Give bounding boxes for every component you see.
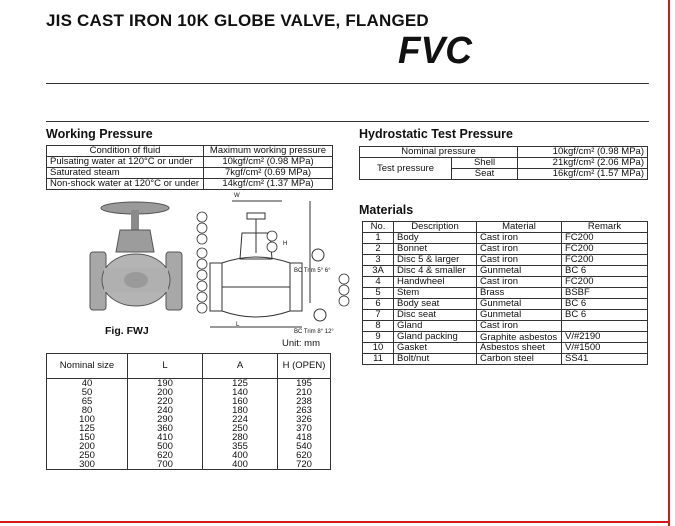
mat-cell: Bonnet xyxy=(394,244,477,255)
mat-cell: BC 6 xyxy=(562,266,648,277)
dim-cell: 125 xyxy=(47,424,128,433)
dim-header-size: Nominal size xyxy=(47,354,128,379)
unit-label: Unit: mm xyxy=(282,338,320,349)
wp-header-condition: Condition of fluid xyxy=(47,146,204,157)
dim-cell: 200 xyxy=(47,442,128,451)
dim-cell: 240 xyxy=(128,406,203,415)
dim-cell: 100 xyxy=(47,415,128,424)
dim-cell: 418 xyxy=(278,433,331,442)
hydrostatic-table xyxy=(359,146,648,180)
dim-cell: 250 xyxy=(47,451,128,460)
dim-l-label: L xyxy=(236,322,240,328)
dim-header-a: A xyxy=(203,354,278,379)
valve-photo xyxy=(82,200,192,320)
dim-header-h: H (OPEN) xyxy=(278,354,331,379)
mat-cell: 6 xyxy=(363,299,394,310)
mat-cell: 2 xyxy=(363,244,394,255)
mat-cell: 9 xyxy=(363,332,394,343)
wp-cell: Pulsating water at 120°C or under xyxy=(47,157,204,168)
mat-header-no: No. xyxy=(363,222,394,233)
frame-border-bottom xyxy=(0,521,670,523)
brand-logo-text: FVC xyxy=(398,32,473,68)
mat-cell: BSBF xyxy=(562,288,648,299)
hyd-seat-label: Seat xyxy=(452,169,518,180)
dim-cell: 238 xyxy=(278,397,331,406)
dim-cell: 150 xyxy=(47,433,128,442)
hyd-seat-value: 16kgf/cm² (1.57 MPa) xyxy=(518,169,648,180)
dim-cell: 50 xyxy=(47,388,128,397)
frame-border-right xyxy=(668,0,670,526)
dim-cell: 220 xyxy=(128,397,203,406)
mat-cell: Cast iron xyxy=(477,255,562,266)
mat-cell: Handwheel xyxy=(394,277,477,288)
section-rule xyxy=(46,121,649,122)
working-pressure-table xyxy=(46,145,333,190)
dim-cell: 250 xyxy=(203,424,278,433)
mat-cell: Cast iron xyxy=(477,244,562,255)
dim-w-label: W xyxy=(234,193,240,199)
mat-cell: FC200 xyxy=(562,277,648,288)
dim-cell: 500 xyxy=(128,442,203,451)
dim-cell: 700 xyxy=(128,460,203,470)
mat-cell: SS41 xyxy=(562,354,648,365)
figure-caption: Fig. FWJ xyxy=(105,325,149,337)
mat-cell: Disc 5 & larger xyxy=(394,255,477,266)
dim-cell: 360 xyxy=(128,424,203,433)
mat-cell: V/#1500 xyxy=(562,343,648,354)
mat-cell: BC 6 xyxy=(562,310,648,321)
mat-cell: Cast iron xyxy=(477,321,562,332)
mat-cell: Gunmetal xyxy=(477,299,562,310)
mat-cell: Disc seat xyxy=(394,310,477,321)
dim-cell: 160 xyxy=(203,397,278,406)
brand-logo xyxy=(396,32,474,68)
dim-cell: 720 xyxy=(278,460,331,470)
mat-cell: Graphite asbestos xyxy=(477,332,562,343)
wp-cell: 14kgf/cm² (1.37 MPa) xyxy=(204,179,333,190)
mat-header-material: Material xyxy=(477,222,562,233)
mat-cell: 8 xyxy=(363,321,394,332)
dimensions-table xyxy=(46,353,331,470)
mat-cell: 7 xyxy=(363,310,394,321)
hyd-nominal-label: Nominal pressure xyxy=(360,147,518,158)
dim-cell: 125 xyxy=(203,379,278,389)
mat-cell: 10 xyxy=(363,343,394,354)
materials-table xyxy=(362,221,648,365)
mat-cell: Cast iron xyxy=(477,233,562,244)
mat-cell: Gunmetal xyxy=(477,310,562,321)
dim-cell: 200 xyxy=(128,388,203,397)
wp-cell: 7kgf/cm² (0.69 MPa) xyxy=(204,168,333,179)
trim-top-label: BC Trim 5° 6° xyxy=(294,268,331,274)
mat-cell: 11 xyxy=(363,354,394,365)
mat-cell: 5 xyxy=(363,288,394,299)
dim-cell: 410 xyxy=(128,433,203,442)
trim-bottom-label: BC Trim 8° 12° xyxy=(294,329,334,335)
mat-cell: Carbon steel xyxy=(477,354,562,365)
mat-cell: Cast iron xyxy=(477,277,562,288)
dim-cell: 140 xyxy=(203,388,278,397)
dim-cell: 210 xyxy=(278,388,331,397)
dim-cell: 180 xyxy=(203,406,278,415)
mat-cell: Gunmetal xyxy=(477,266,562,277)
mat-cell: Gasket xyxy=(394,343,477,354)
mat-cell: Body seat xyxy=(394,299,477,310)
mat-cell: Gland packing xyxy=(394,332,477,343)
wp-cell: 10kgf/cm² (0.98 MPa) xyxy=(204,157,333,168)
mat-cell: Brass xyxy=(477,288,562,299)
dim-cell: 400 xyxy=(203,460,278,470)
mat-cell: Gland xyxy=(394,321,477,332)
dim-cell: 540 xyxy=(278,442,331,451)
wp-cell: Non-shock water at 120°C or under xyxy=(47,179,204,190)
hyd-shell-label: Shell xyxy=(452,158,518,169)
mat-cell: FC200 xyxy=(562,255,648,266)
mat-header-remark: Remark xyxy=(562,222,648,233)
dim-header-l: L xyxy=(128,354,203,379)
dim-cell: 400 xyxy=(203,451,278,460)
dim-cell: 195 xyxy=(278,379,331,389)
mat-cell: Body xyxy=(394,233,477,244)
dim-cell: 290 xyxy=(128,415,203,424)
mat-cell: FC200 xyxy=(562,244,648,255)
mat-cell: 1 xyxy=(363,233,394,244)
mat-cell: V/#2190 xyxy=(562,332,648,343)
page-title: JIS CAST IRON 10K GLOBE VALVE, FLANGED xyxy=(46,11,429,30)
dim-h-label: H xyxy=(283,241,288,247)
dim-cell: 620 xyxy=(128,451,203,460)
mat-cell: Disc 4 & smaller xyxy=(394,266,477,277)
mat-cell: 4 xyxy=(363,277,394,288)
hyd-test-label: Test pressure xyxy=(360,158,452,180)
mat-cell: BC 6 xyxy=(562,299,648,310)
dim-cell: 224 xyxy=(203,415,278,424)
dim-cell: 620 xyxy=(278,451,331,460)
hyd-nominal-value: 10kgf/cm² (0.98 MPa) xyxy=(518,147,648,158)
dim-cell: 263 xyxy=(278,406,331,415)
dim-cell: 326 xyxy=(278,415,331,424)
mat-cell: Bolt/nut xyxy=(394,354,477,365)
dim-cell: 355 xyxy=(203,442,278,451)
dim-cell: 370 xyxy=(278,424,331,433)
title-rule xyxy=(46,83,649,84)
dim-cell: 40 xyxy=(47,379,128,389)
materials-heading: Materials xyxy=(359,203,414,217)
mat-header-description: Description xyxy=(394,222,477,233)
mat-cell: Asbestos sheet xyxy=(477,343,562,354)
mat-cell xyxy=(562,321,648,332)
mat-cell: 3A xyxy=(363,266,394,277)
wp-header-pressure: Maximum working pressure xyxy=(204,146,333,157)
dim-cell: 300 xyxy=(47,460,128,470)
dim-cell: 65 xyxy=(47,397,128,406)
mat-cell: FC200 xyxy=(562,233,648,244)
dim-cell: 80 xyxy=(47,406,128,415)
mat-cell: 3 xyxy=(363,255,394,266)
wp-cell: Saturated steam xyxy=(47,168,204,179)
dim-cell: 280 xyxy=(203,433,278,442)
hyd-shell-value: 21kgf/cm² (2.06 MPa) xyxy=(518,158,648,169)
mat-cell: Stem xyxy=(394,288,477,299)
hydrostatic-heading: Hydrostatic Test Pressure xyxy=(359,127,513,141)
dim-cell: 190 xyxy=(128,379,203,389)
working-pressure-heading: Working Pressure xyxy=(46,127,153,141)
